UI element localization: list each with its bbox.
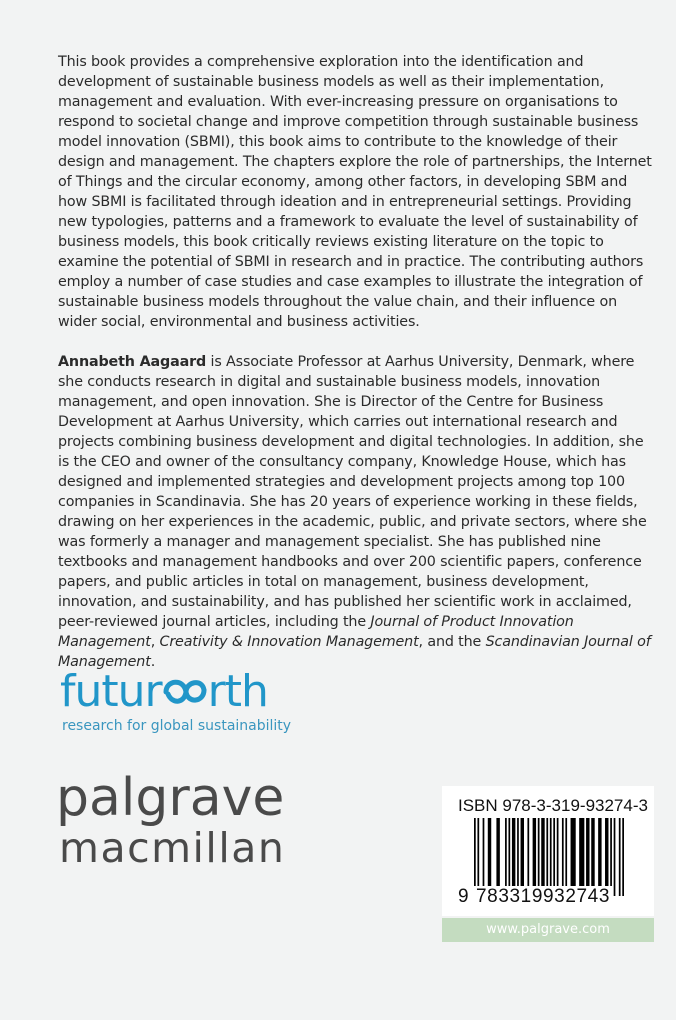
barcode-bar xyxy=(546,818,548,896)
barcode-bar xyxy=(586,818,589,896)
publisher-name-line2: macmillan xyxy=(59,824,286,872)
barcode-number xyxy=(458,886,642,908)
journal-title-3: Scandinavian Journal of Management xyxy=(58,634,651,670)
barcode-digits: 783319932743 xyxy=(476,886,611,907)
barcode-bar xyxy=(610,818,612,896)
barcode-bar xyxy=(521,818,524,896)
publisher-logo xyxy=(56,770,285,870)
barcode-bar xyxy=(541,818,544,896)
barcode-bar xyxy=(591,818,594,896)
isbn-barcode xyxy=(442,786,654,916)
journal-title-2: Creativity & Innovation Management xyxy=(159,634,419,650)
barcode-bar xyxy=(565,818,567,896)
separator-1: , xyxy=(150,634,160,650)
barcode-bar xyxy=(619,818,621,896)
barcode-first-digit: 9 xyxy=(458,886,469,907)
barcode-bar xyxy=(605,818,608,896)
futurearth-logo xyxy=(60,668,291,734)
barcode-bar xyxy=(496,818,499,896)
barcode-bar xyxy=(557,818,559,896)
barcode-bar xyxy=(562,818,564,896)
journal-title-1: Journal of Product Innovation Management xyxy=(58,614,574,650)
separator-2: , and the xyxy=(418,634,486,650)
book-description: This book provides a comprehensive exploration into the identification and development of sustainable business models as well as their implementation, management and evaluation. With ever-increasing pressure on organisations to respond to societal change and improve competition through sustainable business model innovation (SBMI), this book aims to contribute to the knowledge of their design and management. The chapters explore the role of partnerships, the Internet of Things and the circular economy, among other factors, in developing SBM and how SBMI is facilitated through ideation and in entrepreneurial settings. Providing new typologies, patterns and a framework to evaluate the level of sustainability of business models, this book critically reviews existing literature on the topic to examine the potential of SBMI in research and in practice. The contributing authors employ a number of case studies and case examples to illustrate the integration of sustainable business models throughout the value chain, and their influence on wider social, environmental and business activities. xyxy=(58,54,652,330)
back-cover-text xyxy=(58,52,658,692)
barcode-bar xyxy=(477,818,479,896)
barcode-bar xyxy=(488,818,491,896)
barcode-bar xyxy=(517,818,519,896)
barcode-bars xyxy=(474,818,624,896)
publisher-name-line1: palgrave xyxy=(56,768,285,828)
barcode-bar xyxy=(474,818,476,896)
earth-leaf-icon xyxy=(162,668,208,716)
barcode-bar xyxy=(538,818,540,896)
author-bio xyxy=(58,352,658,672)
futurearth-wordmark xyxy=(60,668,291,716)
bio-end: . xyxy=(150,654,156,670)
barcode-bar xyxy=(533,818,536,896)
barcode-bar xyxy=(598,818,601,896)
barcode-bar xyxy=(550,818,552,896)
author-bio-text: is Associate Professor at Aarhus University, Denmark, where she conducts research in digital and sustainable business models, innovation management, and open innovation. She is Director of the Centre for Business Development at Aarhus University, which carries out international research and projects combining business development and digital technologies. In addition, she is the CEO and owner of the consultancy company, Knowledge House, which has designed and implemented strategies and development projects among top 100 companies in Scandinavia. She has 20 years of experience working in these fields, drawing on her experiences in the academic, public, and private sectors, where she was formerly a manager and management specialist. She has published nine textbooks and management handbooks and over 200 scientific papers, conference papers, and public articles in total on management, business development, innovation, and sustainability, and has published her scientific work in acclaimed, peer-reviewed journal articles, including the xyxy=(58,354,647,630)
futurearth-tagline: research for global sustainability xyxy=(62,718,292,734)
barcode-bar xyxy=(622,818,624,896)
isbn-label: ISBN 978-3-319-93274-3 xyxy=(458,796,648,815)
futurearth-word-start: futur xyxy=(60,666,162,717)
barcode-bar xyxy=(505,818,507,896)
barcode-bar xyxy=(614,818,616,896)
barcode-bar xyxy=(527,818,529,896)
barcode-bar xyxy=(508,818,510,896)
barcode-bar xyxy=(512,818,515,896)
barcode-bar xyxy=(579,818,584,896)
barcode-bar xyxy=(483,818,485,896)
futurearth-word-end: rth xyxy=(207,666,268,717)
author-name: Annabeth Aagaard xyxy=(58,354,207,370)
publisher-url[interactable]: www.palgrave.com xyxy=(442,918,654,942)
barcode-bar xyxy=(553,818,555,896)
barcode-bar xyxy=(571,818,576,896)
